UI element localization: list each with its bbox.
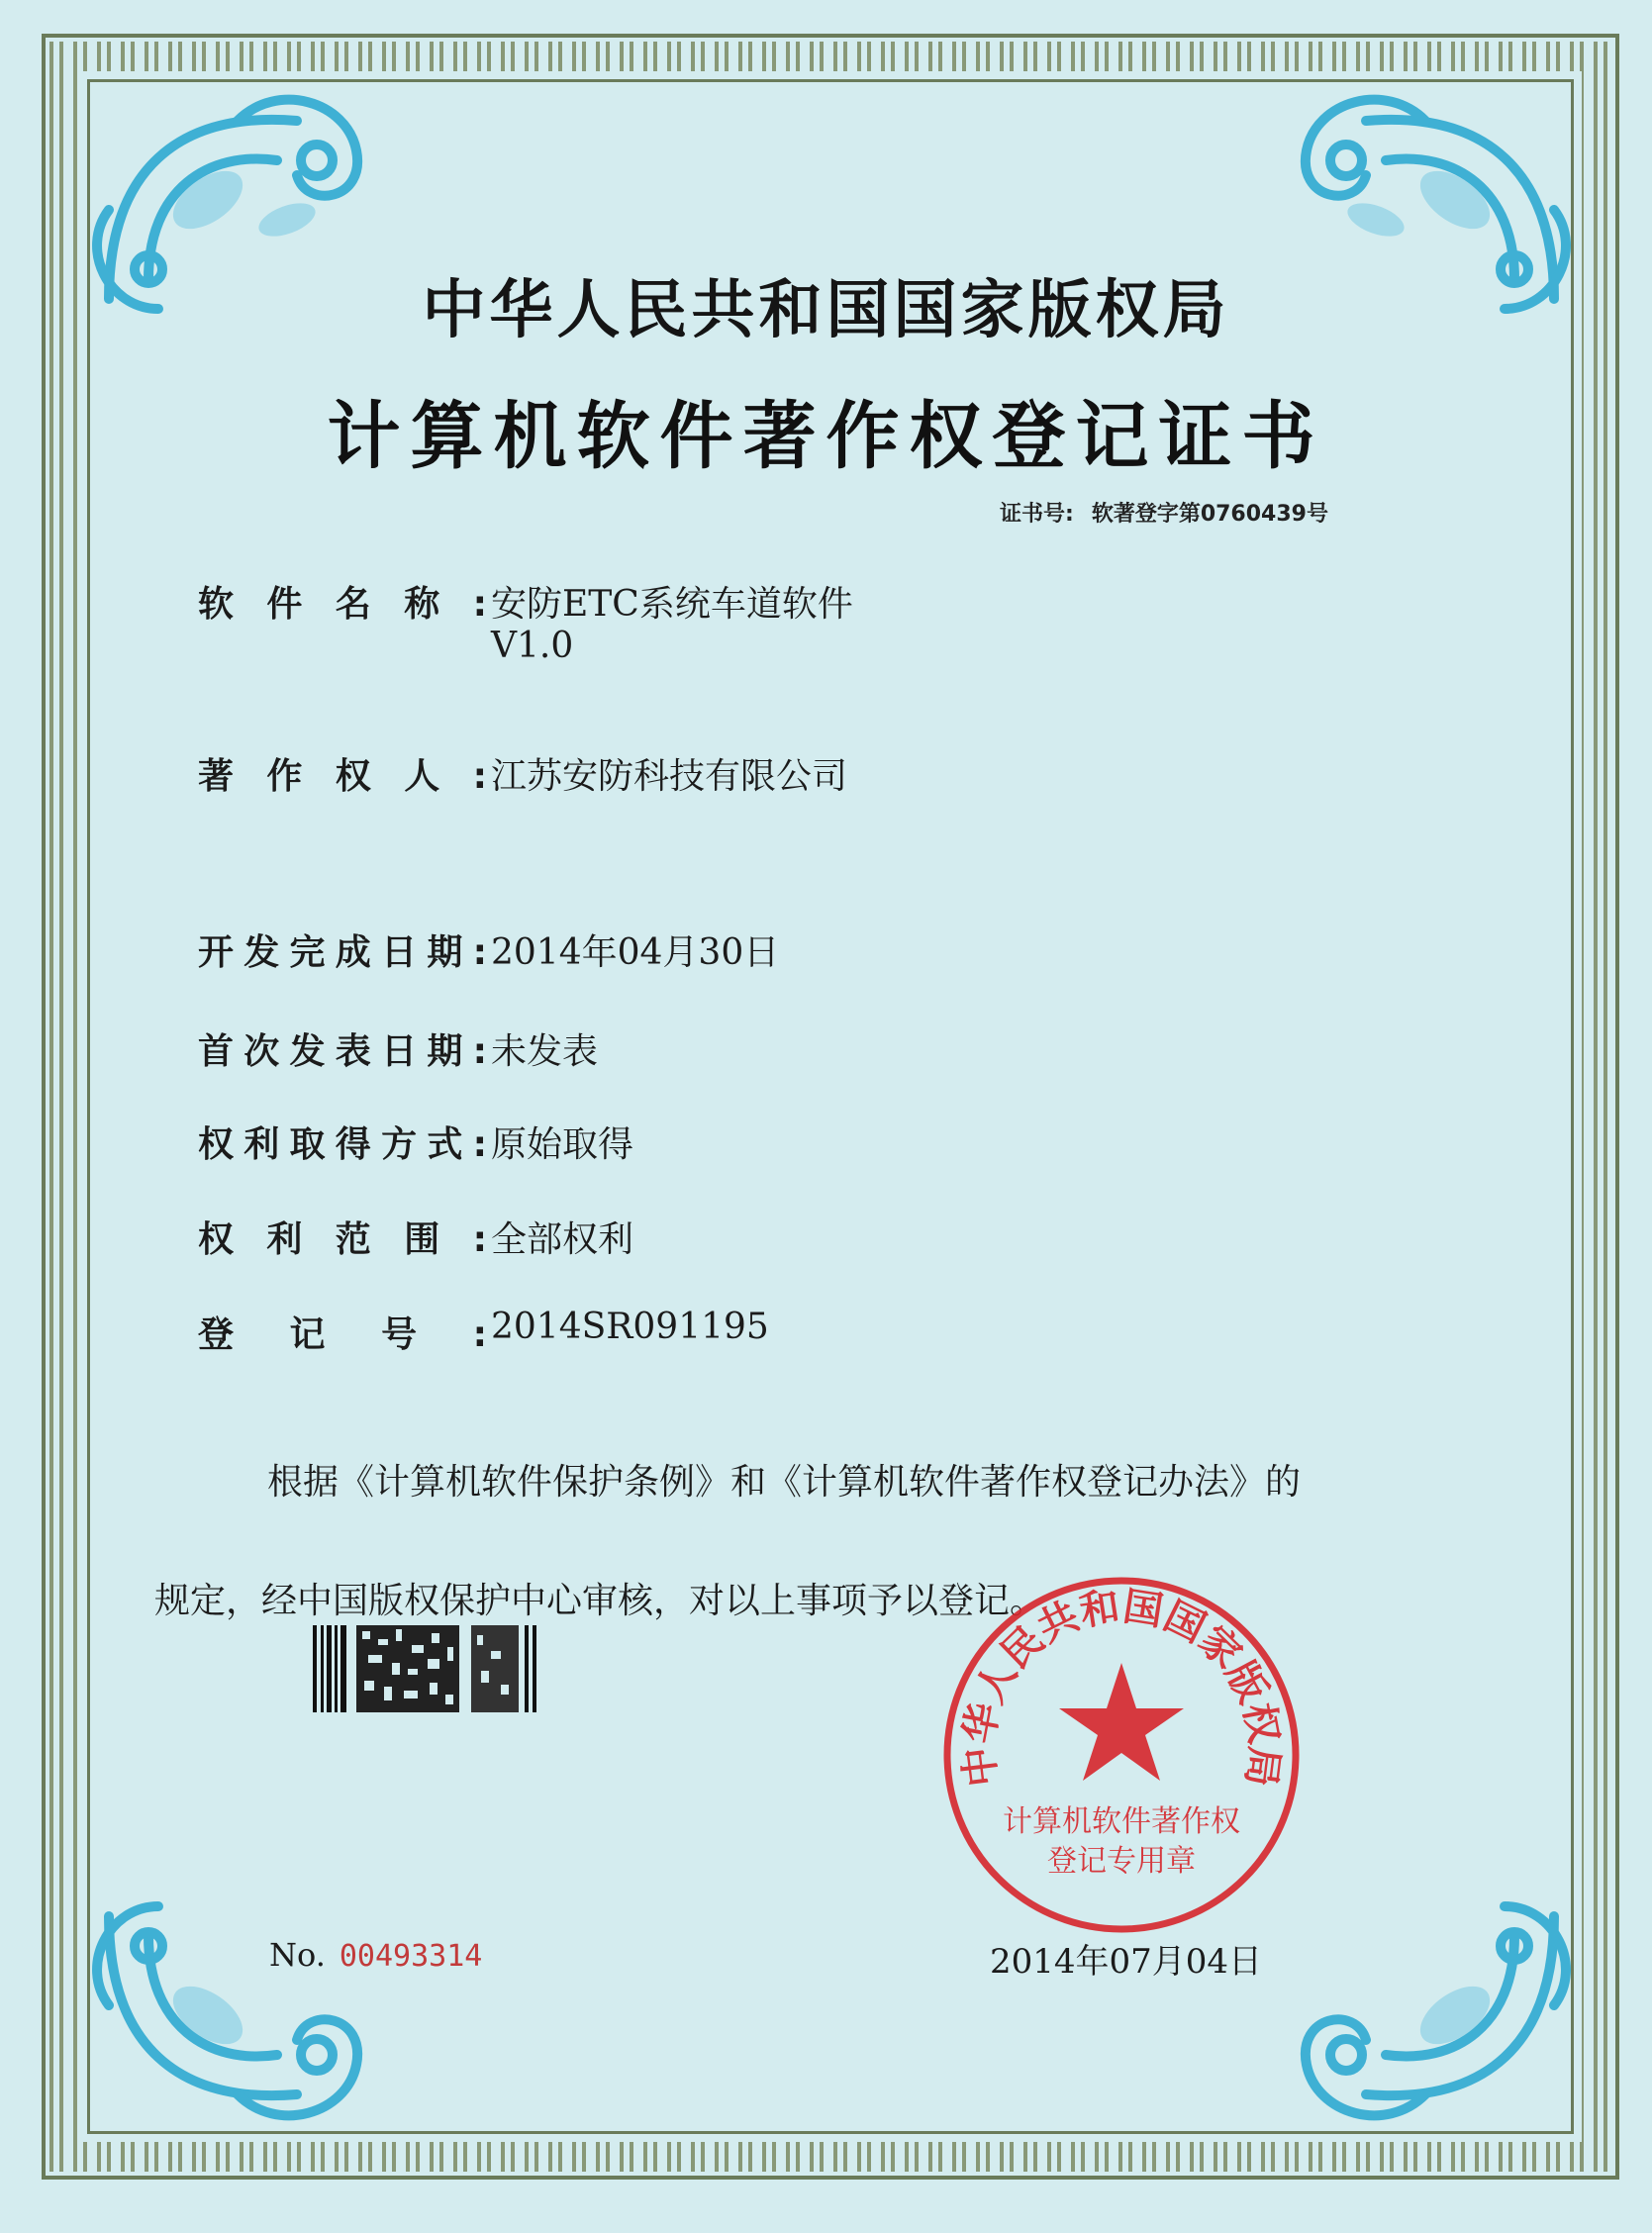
issuer-heading: 中华人民共和国国家版权局 [422, 274, 1230, 347]
barcode-image [313, 1625, 538, 1712]
field-value: 全部权利 [491, 1219, 634, 1260]
field-completion-date [198, 924, 780, 975]
certificate-number [1000, 497, 1328, 528]
corner-ornament-bottom-left [89, 1896, 406, 2134]
field-first-publish-date [198, 1023, 599, 1074]
serial-value: 00493314 [339, 1939, 483, 1974]
seal-inner-line-1: 计算机软件著作权 [1003, 1804, 1240, 1839]
field-registration-number [198, 1307, 769, 1357]
field-label: 权利范围: [198, 1219, 487, 1260]
issue-date: 2014年07月04日 [990, 1942, 1263, 1982]
certificate-number-label: 证书号: [1000, 502, 1074, 527]
serial-label: No. [269, 1936, 326, 1974]
certificate-number-value: 软著登字第0760439号 [1091, 502, 1328, 527]
field-value: 江苏安防科技有限公司 [491, 756, 848, 797]
field-label: 登记号: [198, 1314, 487, 1355]
certificate-title: 计算机软件著作权登记证书 [327, 394, 1325, 479]
field-value-line2: V1.0 [491, 626, 574, 666]
field-value: 未发表 [491, 1031, 599, 1072]
field-label: 软件名称: [198, 584, 487, 625]
field-label: 开发完成日期: [198, 932, 487, 973]
official-seal [938, 1572, 1305, 1938]
field-value: 安防ETC系统车道软件 [491, 584, 853, 625]
field-value: 2014SR091195 [491, 1307, 769, 1347]
field-software-name [198, 576, 853, 666]
statement-line-2: 规定，经中国版权保护中心审核，对以上事项予以登记。 [154, 1581, 1046, 1621]
field-value: 原始取得 [491, 1124, 634, 1165]
statement-line-1: 根据《计算机软件保护条例》和《计算机软件著作权登记办法》的 [267, 1462, 1302, 1503]
field-rights-scope [198, 1212, 634, 1262]
field-value: 2014年04月30日 [491, 932, 780, 973]
field-copyright-owner [198, 748, 848, 799]
field-rights-acquisition [198, 1116, 634, 1167]
seal-inner-line-2: 登记专用章 [1047, 1844, 1196, 1879]
field-label: 权利取得方式: [198, 1124, 487, 1165]
corner-ornament-bottom-right [1257, 1896, 1574, 2134]
field-label: 著作权人: [198, 756, 487, 797]
seal-outer-text: 中华人民共和国国家版权局 [955, 1584, 1288, 1790]
field-label: 首次发表日期: [198, 1031, 487, 1072]
serial-number [269, 1936, 482, 1974]
